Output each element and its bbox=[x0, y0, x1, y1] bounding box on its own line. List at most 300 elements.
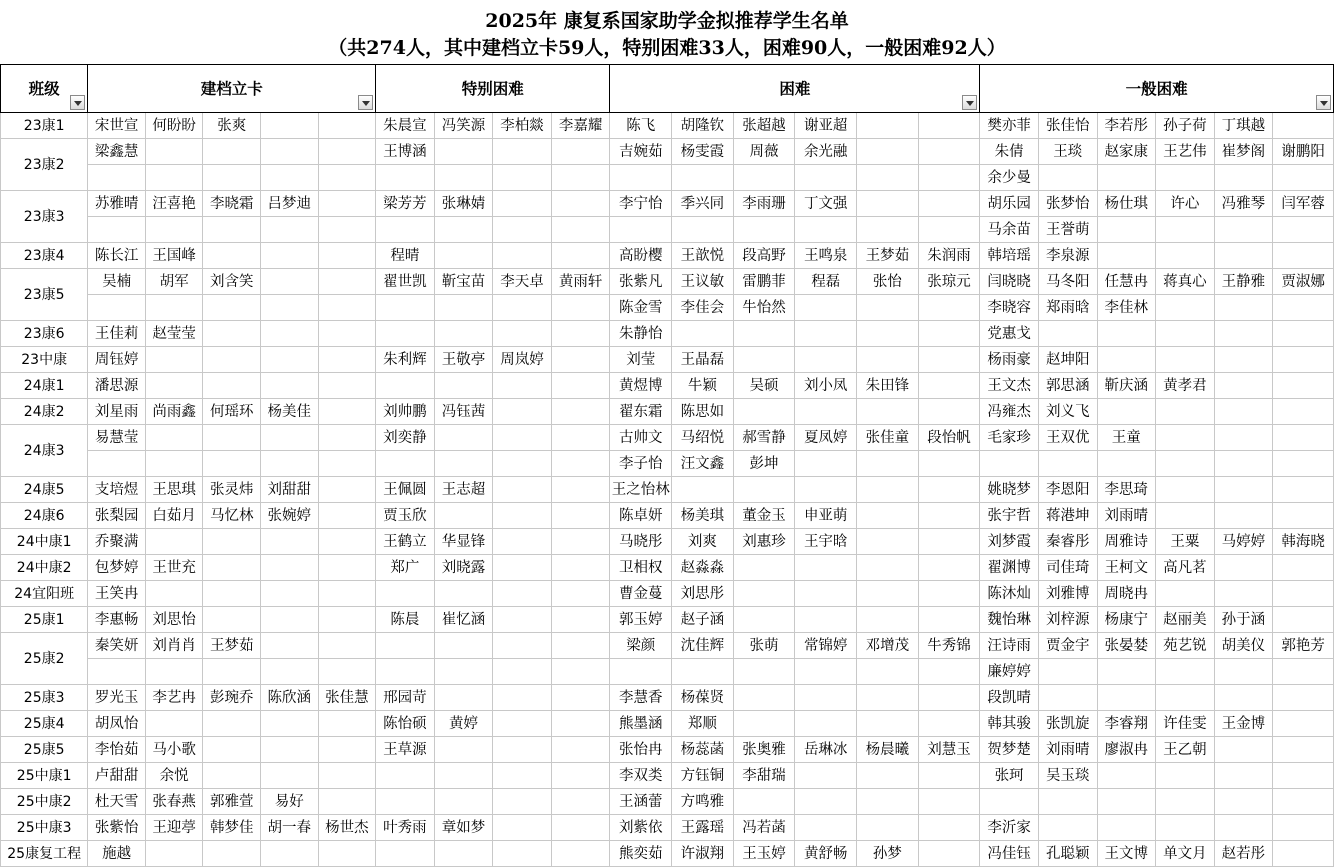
name-cell: 姚晓梦 bbox=[980, 477, 1039, 503]
name-cell bbox=[551, 321, 610, 347]
name-cell bbox=[493, 607, 552, 633]
name-cell bbox=[857, 763, 919, 789]
table-row bbox=[1, 295, 1334, 321]
filter-dropdown-icon[interactable] bbox=[962, 95, 977, 110]
name-cell: 陈飞 bbox=[610, 113, 672, 139]
name-cell: 李恩阳 bbox=[1038, 477, 1097, 503]
name-cell bbox=[733, 685, 795, 711]
table-row bbox=[1, 503, 1334, 529]
name-cell bbox=[318, 373, 376, 399]
name-cell bbox=[145, 373, 203, 399]
class-cell: 23康1 bbox=[1, 113, 88, 139]
name-cell: 张晏婪 bbox=[1097, 633, 1156, 659]
table-row bbox=[1, 841, 1334, 867]
name-cell bbox=[493, 555, 552, 581]
name-cell bbox=[672, 321, 734, 347]
name-cell bbox=[795, 607, 857, 633]
name-cell bbox=[1214, 399, 1273, 425]
name-cell: 崔忆涵 bbox=[434, 607, 493, 633]
name-cell: 翟世凯 bbox=[376, 269, 435, 295]
name-cell bbox=[376, 763, 435, 789]
name-cell bbox=[1156, 763, 1215, 789]
name-cell bbox=[795, 217, 857, 243]
name-cell: 李惠畅 bbox=[88, 607, 146, 633]
name-cell bbox=[1214, 685, 1273, 711]
name-cell bbox=[203, 217, 261, 243]
name-cell: 郭艳芳 bbox=[1273, 633, 1334, 659]
name-cell: 黄婷 bbox=[434, 711, 493, 737]
name-cell: 李若彤 bbox=[1097, 113, 1156, 139]
name-cell bbox=[795, 685, 857, 711]
table-row bbox=[1, 789, 1334, 815]
name-cell bbox=[551, 763, 610, 789]
name-cell: 李天卓 bbox=[493, 269, 552, 295]
name-cell bbox=[318, 841, 376, 867]
name-cell: 杜天雪 bbox=[88, 789, 146, 815]
name-cell bbox=[1038, 321, 1097, 347]
name-cell: 张超越 bbox=[733, 113, 795, 139]
name-cell bbox=[551, 711, 610, 737]
name-cell: 杨晨曦 bbox=[857, 737, 919, 763]
table-row bbox=[1, 139, 1334, 165]
name-cell: 王粟 bbox=[1156, 529, 1215, 555]
name-cell: 梁颜 bbox=[610, 633, 672, 659]
name-cell: 吕梦迪 bbox=[260, 191, 318, 217]
name-cell: 王玉婷 bbox=[733, 841, 795, 867]
name-cell bbox=[493, 191, 552, 217]
name-cell: 王誉萌 bbox=[1038, 217, 1097, 243]
name-cell: 尚雨鑫 bbox=[145, 399, 203, 425]
name-cell bbox=[1156, 685, 1215, 711]
name-cell bbox=[203, 581, 261, 607]
name-cell bbox=[203, 243, 261, 269]
name-cell bbox=[551, 373, 610, 399]
name-cell: 谢亚超 bbox=[795, 113, 857, 139]
name-cell bbox=[857, 295, 919, 321]
name-cell: 杨仕琪 bbox=[1097, 191, 1156, 217]
name-cell bbox=[1156, 295, 1215, 321]
name-cell bbox=[203, 139, 261, 165]
name-cell bbox=[376, 581, 435, 607]
name-cell: 马晓彤 bbox=[610, 529, 672, 555]
name-cell bbox=[918, 477, 980, 503]
class-cell: 25中康1 bbox=[1, 763, 88, 789]
name-cell bbox=[1156, 165, 1215, 191]
name-cell bbox=[318, 659, 376, 685]
name-cell: 李宁怡 bbox=[610, 191, 672, 217]
name-cell bbox=[795, 815, 857, 841]
name-cell bbox=[1273, 685, 1334, 711]
name-cell: 曹金蔓 bbox=[610, 581, 672, 607]
name-cell: 王晶磊 bbox=[672, 347, 734, 373]
name-cell bbox=[493, 321, 552, 347]
name-cell bbox=[795, 165, 857, 191]
name-cell: 丁文强 bbox=[795, 191, 857, 217]
class-cell: 25中康3 bbox=[1, 815, 88, 841]
name-cell: 张梦怡 bbox=[1038, 191, 1097, 217]
class-cell: 24康1 bbox=[1, 373, 88, 399]
name-cell: 王露瑶 bbox=[672, 815, 734, 841]
class-cell: 25康1 bbox=[1, 607, 88, 633]
name-cell: 包梦婷 bbox=[88, 555, 146, 581]
name-cell bbox=[1214, 477, 1273, 503]
name-cell: 李艺冉 bbox=[145, 685, 203, 711]
table-row bbox=[1, 321, 1334, 347]
filter-dropdown-icon[interactable] bbox=[358, 95, 373, 110]
name-cell: 单文月 bbox=[1156, 841, 1215, 867]
name-cell: 申亚萌 bbox=[795, 503, 857, 529]
name-cell bbox=[203, 529, 261, 555]
name-cell: 周薇 bbox=[733, 139, 795, 165]
name-cell bbox=[795, 763, 857, 789]
name-cell bbox=[551, 165, 610, 191]
name-cell: 易好 bbox=[260, 789, 318, 815]
class-cell: 25康5 bbox=[1, 737, 88, 763]
name-cell bbox=[318, 243, 376, 269]
class-cell: 25康复工程 bbox=[1, 841, 88, 867]
name-cell bbox=[551, 841, 610, 867]
name-cell bbox=[318, 347, 376, 373]
name-cell bbox=[795, 477, 857, 503]
name-cell bbox=[551, 243, 610, 269]
name-cell bbox=[1273, 295, 1334, 321]
name-cell bbox=[918, 191, 980, 217]
name-cell bbox=[434, 503, 493, 529]
name-cell bbox=[260, 321, 318, 347]
name-cell: 张佳童 bbox=[857, 425, 919, 451]
name-cell: 刘思怡 bbox=[145, 607, 203, 633]
name-cell: 刘义飞 bbox=[1038, 399, 1097, 425]
name-cell: 黄煜博 bbox=[610, 373, 672, 399]
name-cell: 韩培瑶 bbox=[980, 243, 1039, 269]
name-cell bbox=[1156, 789, 1215, 815]
name-cell bbox=[551, 789, 610, 815]
name-cell bbox=[1156, 451, 1215, 477]
name-cell: 刘惠珍 bbox=[733, 529, 795, 555]
name-cell bbox=[260, 633, 318, 659]
name-cell bbox=[203, 763, 261, 789]
name-cell: 翟东霜 bbox=[610, 399, 672, 425]
name-cell: 乔聚满 bbox=[88, 529, 146, 555]
name-cell bbox=[551, 451, 610, 477]
name-cell bbox=[733, 711, 795, 737]
name-cell: 李睿翔 bbox=[1097, 711, 1156, 737]
filter-dropdown-icon[interactable] bbox=[70, 95, 85, 110]
name-cell: 王涵蕾 bbox=[610, 789, 672, 815]
name-cell: 张婉婷 bbox=[260, 503, 318, 529]
name-cell: 王文杰 bbox=[980, 373, 1039, 399]
name-cell: 马小歌 bbox=[145, 737, 203, 763]
name-cell bbox=[203, 165, 261, 191]
name-cell: 郭雅萱 bbox=[203, 789, 261, 815]
name-cell bbox=[918, 347, 980, 373]
name-cell bbox=[857, 685, 919, 711]
table-row bbox=[1, 607, 1334, 633]
name-cell bbox=[493, 451, 552, 477]
name-cell bbox=[434, 217, 493, 243]
name-cell: 杨葆贤 bbox=[672, 685, 734, 711]
name-cell bbox=[145, 347, 203, 373]
name-cell: 黄舒畅 bbox=[795, 841, 857, 867]
name-cell bbox=[733, 789, 795, 815]
name-cell: 熊奕茹 bbox=[610, 841, 672, 867]
name-cell: 李雨珊 bbox=[733, 191, 795, 217]
name-cell: 刘梓源 bbox=[1038, 607, 1097, 633]
name-cell: 李晓容 bbox=[980, 295, 1039, 321]
table-row bbox=[1, 399, 1334, 425]
name-cell: 王静雅 bbox=[1214, 269, 1273, 295]
table-row bbox=[1, 737, 1334, 763]
name-cell: 冯若菡 bbox=[733, 815, 795, 841]
name-cell bbox=[1097, 399, 1156, 425]
name-cell bbox=[260, 659, 318, 685]
name-cell: 刘雨晴 bbox=[1097, 503, 1156, 529]
name-cell bbox=[857, 165, 919, 191]
name-cell bbox=[434, 321, 493, 347]
name-cell bbox=[1273, 165, 1334, 191]
name-cell bbox=[260, 451, 318, 477]
name-cell: 靳庆涵 bbox=[1097, 373, 1156, 399]
table-row bbox=[1, 659, 1334, 685]
name-cell bbox=[733, 399, 795, 425]
name-cell bbox=[1097, 685, 1156, 711]
name-cell bbox=[88, 451, 146, 477]
name-cell bbox=[980, 451, 1039, 477]
name-cell: 张琳婧 bbox=[434, 191, 493, 217]
name-cell: 朱利辉 bbox=[376, 347, 435, 373]
name-cell bbox=[672, 217, 734, 243]
name-cell: 王金博 bbox=[1214, 711, 1273, 737]
name-cell: 李怡茹 bbox=[88, 737, 146, 763]
name-cell bbox=[203, 347, 261, 373]
name-cell bbox=[1214, 789, 1273, 815]
name-cell bbox=[493, 373, 552, 399]
name-cell bbox=[318, 477, 376, 503]
name-cell bbox=[1097, 763, 1156, 789]
name-cell bbox=[1214, 425, 1273, 451]
name-cell bbox=[918, 113, 980, 139]
name-cell: 刘甜甜 bbox=[260, 477, 318, 503]
name-cell bbox=[733, 347, 795, 373]
table-row bbox=[1, 269, 1334, 295]
name-cell bbox=[318, 633, 376, 659]
name-cell: 王宇晗 bbox=[795, 529, 857, 555]
name-cell: 王歆悦 bbox=[672, 243, 734, 269]
name-cell bbox=[434, 659, 493, 685]
page-subtitle: （共274人，其中建档立卡59人，特别困难33人，困难90人，一般困难92人） bbox=[328, 37, 1006, 59]
name-cell bbox=[551, 139, 610, 165]
name-cell: 闫军蓉 bbox=[1273, 191, 1334, 217]
name-cell: 蒋真心 bbox=[1156, 269, 1215, 295]
name-cell bbox=[857, 217, 919, 243]
name-cell bbox=[918, 659, 980, 685]
name-cell bbox=[1097, 451, 1156, 477]
name-cell: 郝雪静 bbox=[733, 425, 795, 451]
table-row bbox=[1, 711, 1334, 737]
name-cell bbox=[145, 425, 203, 451]
name-cell: 刘爽 bbox=[672, 529, 734, 555]
name-cell bbox=[376, 217, 435, 243]
name-cell: 王柯文 bbox=[1097, 555, 1156, 581]
name-cell bbox=[1156, 659, 1215, 685]
name-cell: 贾玉欣 bbox=[376, 503, 435, 529]
name-cell: 董金玉 bbox=[733, 503, 795, 529]
name-cell bbox=[434, 165, 493, 191]
name-cell bbox=[551, 685, 610, 711]
name-cell bbox=[376, 633, 435, 659]
name-cell bbox=[260, 243, 318, 269]
name-cell: 李柏燚 bbox=[493, 113, 552, 139]
name-cell bbox=[1214, 659, 1273, 685]
name-cell bbox=[918, 139, 980, 165]
name-cell bbox=[493, 581, 552, 607]
name-cell: 靳宝苗 bbox=[434, 269, 493, 295]
name-cell: 刘含笑 bbox=[203, 269, 261, 295]
name-cell: 吉婉茹 bbox=[610, 139, 672, 165]
name-cell: 张怡冉 bbox=[610, 737, 672, 763]
name-cell: 崔梦阁 bbox=[1214, 139, 1273, 165]
name-cell bbox=[918, 789, 980, 815]
name-cell bbox=[318, 425, 376, 451]
name-cell bbox=[1273, 737, 1334, 763]
name-cell bbox=[318, 269, 376, 295]
name-cell: 梁鑫慧 bbox=[88, 139, 146, 165]
name-cell bbox=[1214, 217, 1273, 243]
name-cell: 李佳会 bbox=[672, 295, 734, 321]
name-cell bbox=[1273, 399, 1334, 425]
name-cell: 刘星雨 bbox=[88, 399, 146, 425]
name-cell bbox=[434, 789, 493, 815]
header-ybkn: 一般困难 bbox=[980, 65, 1334, 113]
name-cell: 毛家珍 bbox=[980, 425, 1039, 451]
name-cell bbox=[857, 191, 919, 217]
name-cell: 韩海晓 bbox=[1273, 529, 1334, 555]
name-cell: 岳琳冰 bbox=[795, 737, 857, 763]
name-cell bbox=[493, 711, 552, 737]
name-cell bbox=[1273, 321, 1334, 347]
name-cell: 段怡帆 bbox=[918, 425, 980, 451]
name-cell: 刘慧玉 bbox=[918, 737, 980, 763]
table-row bbox=[1, 763, 1334, 789]
name-cell: 刘小凤 bbox=[795, 373, 857, 399]
name-cell bbox=[551, 607, 610, 633]
header-class: 班级 bbox=[1, 65, 88, 113]
name-cell bbox=[1273, 217, 1334, 243]
name-cell bbox=[551, 217, 610, 243]
name-cell bbox=[1214, 373, 1273, 399]
name-cell: 朱润雨 bbox=[918, 243, 980, 269]
name-cell bbox=[733, 165, 795, 191]
table-row bbox=[1, 451, 1334, 477]
name-cell bbox=[493, 295, 552, 321]
name-cell bbox=[610, 165, 672, 191]
name-cell bbox=[795, 451, 857, 477]
name-cell bbox=[260, 425, 318, 451]
name-cell bbox=[434, 139, 493, 165]
name-cell: 李晓霜 bbox=[203, 191, 261, 217]
name-cell bbox=[376, 373, 435, 399]
table-row bbox=[1, 581, 1334, 607]
name-cell: 胡凤怡 bbox=[88, 711, 146, 737]
name-cell bbox=[610, 659, 672, 685]
table-row bbox=[1, 347, 1334, 373]
name-cell bbox=[795, 295, 857, 321]
header-tbkn: 特别困难 bbox=[376, 65, 610, 113]
name-cell bbox=[260, 113, 318, 139]
name-cell bbox=[493, 477, 552, 503]
name-cell bbox=[145, 451, 203, 477]
name-cell bbox=[434, 295, 493, 321]
name-cell bbox=[857, 607, 919, 633]
filter-dropdown-icon[interactable] bbox=[1316, 95, 1331, 110]
name-cell bbox=[260, 711, 318, 737]
name-cell: 杨雨豪 bbox=[980, 347, 1039, 373]
name-cell bbox=[1156, 503, 1215, 529]
name-cell: 古帅文 bbox=[610, 425, 672, 451]
name-cell bbox=[857, 529, 919, 555]
name-cell bbox=[857, 581, 919, 607]
name-cell: 朱晨宣 bbox=[376, 113, 435, 139]
name-cell bbox=[493, 399, 552, 425]
name-cell: 汪诗雨 bbox=[980, 633, 1039, 659]
name-cell bbox=[434, 373, 493, 399]
name-cell bbox=[1214, 555, 1273, 581]
name-cell bbox=[493, 503, 552, 529]
name-cell bbox=[918, 763, 980, 789]
name-cell bbox=[1273, 373, 1334, 399]
table-row bbox=[1, 529, 1334, 555]
name-cell bbox=[1156, 321, 1215, 347]
table-row bbox=[1, 217, 1334, 243]
name-cell bbox=[318, 555, 376, 581]
name-cell bbox=[551, 529, 610, 555]
name-cell: 王议敏 bbox=[672, 269, 734, 295]
name-cell bbox=[795, 711, 857, 737]
name-cell: 张爽 bbox=[203, 113, 261, 139]
name-cell bbox=[260, 347, 318, 373]
name-cell bbox=[857, 815, 919, 841]
name-cell bbox=[857, 399, 919, 425]
name-cell: 刘帅鹏 bbox=[376, 399, 435, 425]
name-cell bbox=[1097, 659, 1156, 685]
name-cell: 赵坤阳 bbox=[1038, 347, 1097, 373]
name-cell: 张珂 bbox=[980, 763, 1039, 789]
name-cell: 周雅诗 bbox=[1097, 529, 1156, 555]
name-cell bbox=[318, 737, 376, 763]
name-cell bbox=[318, 113, 376, 139]
name-cell: 吴硕 bbox=[733, 373, 795, 399]
name-cell: 朱倩 bbox=[980, 139, 1039, 165]
name-cell bbox=[493, 243, 552, 269]
name-cell bbox=[733, 555, 795, 581]
name-cell bbox=[260, 581, 318, 607]
name-cell: 张紫凡 bbox=[610, 269, 672, 295]
name-cell bbox=[918, 581, 980, 607]
name-cell bbox=[1038, 451, 1097, 477]
name-cell: 赵莹莹 bbox=[145, 321, 203, 347]
name-cell: 支培煜 bbox=[88, 477, 146, 503]
name-cell bbox=[493, 165, 552, 191]
name-cell bbox=[551, 659, 610, 685]
name-cell bbox=[918, 841, 980, 867]
name-cell bbox=[1156, 399, 1215, 425]
name-cell: 施越 bbox=[88, 841, 146, 867]
table-row bbox=[1, 373, 1334, 399]
name-cell: 张紫怡 bbox=[88, 815, 146, 841]
name-cell: 孔聪颖 bbox=[1038, 841, 1097, 867]
name-cell bbox=[1273, 555, 1334, 581]
name-cell bbox=[918, 451, 980, 477]
